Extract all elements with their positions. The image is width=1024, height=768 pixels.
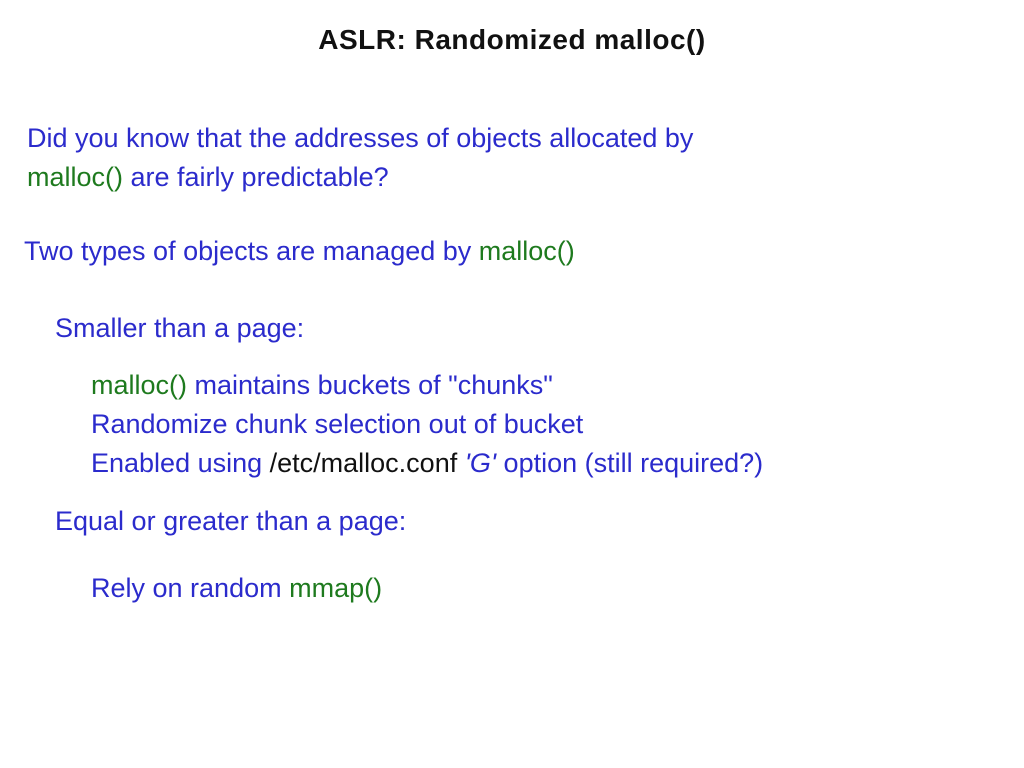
text-segment: maintains buckets of "chunks" <box>187 370 553 400</box>
text-line <box>91 405 763 444</box>
text-segment: mmap() <box>289 573 383 603</box>
text-segment: Did you know that the addresses of objects allocated by <box>27 123 694 153</box>
text-segment: 'G' <box>464 448 497 478</box>
text-line <box>91 444 763 483</box>
text-segment <box>457 448 465 478</box>
smaller-than-page-heading <box>55 309 304 348</box>
equal-or-greater-details <box>91 569 382 608</box>
two-types-paragraph <box>24 232 575 271</box>
slide-title: ASLR: Randomized malloc() <box>318 24 706 55</box>
text-segment: Rely on random <box>91 573 290 603</box>
text-segment: Equal or greater than a page: <box>55 506 407 536</box>
text-segment: option (still required?) <box>496 448 764 478</box>
text-segment: malloc() <box>478 236 575 266</box>
text-segment: /etc/malloc.conf <box>269 448 458 478</box>
text-segment: are fairly predictable? <box>123 162 389 192</box>
text-segment: Enabled using <box>91 448 270 478</box>
text-line <box>27 119 693 158</box>
text-line <box>55 502 406 541</box>
text-segment: Smaller than a page: <box>55 313 305 343</box>
text-line <box>24 232 575 271</box>
text-line <box>27 158 693 197</box>
text-line <box>55 309 304 348</box>
text-segment: Randomize chunk selection out of bucket <box>91 409 584 439</box>
intro-paragraph <box>27 119 693 197</box>
text-segment: malloc() <box>27 162 124 192</box>
smaller-than-page-details <box>91 366 763 483</box>
text-segment: malloc() <box>91 370 188 400</box>
text-segment: Two types of objects are managed by <box>24 236 479 266</box>
equal-or-greater-heading <box>55 502 406 541</box>
text-line <box>91 569 382 608</box>
text-line <box>91 366 763 405</box>
